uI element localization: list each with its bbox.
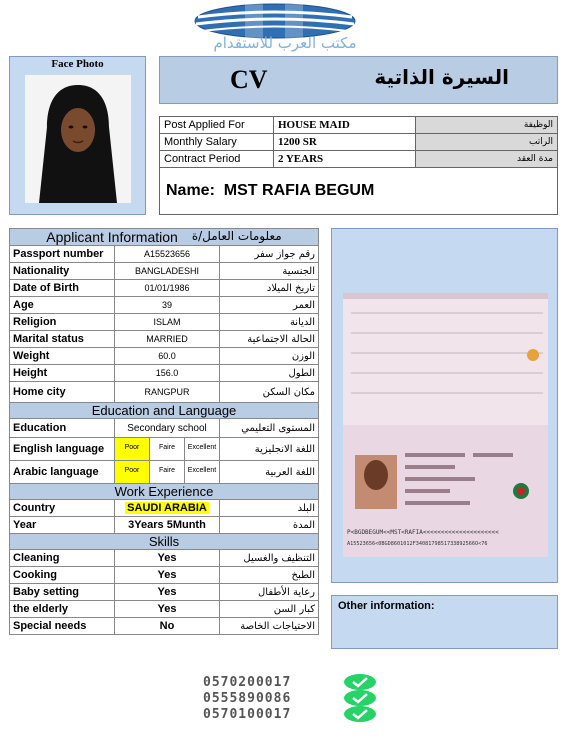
- year-value: 3Years 5Munth: [115, 517, 220, 534]
- passport-value: A15523656: [115, 246, 220, 263]
- weight-label: Weight: [10, 348, 115, 365]
- skills-section-header: Skills: [10, 534, 319, 550]
- cv-title-ar: السيرة الذاتية: [374, 65, 509, 89]
- table-row: [10, 550, 319, 567]
- logo-text: مكتب العرب للاستقدام: [213, 34, 357, 52]
- salary-value: 1200 SR: [274, 134, 416, 151]
- dob-value: 01/01/1986: [115, 280, 220, 297]
- passport-label: Passport number: [10, 246, 115, 263]
- job-row: [160, 117, 558, 134]
- education-section-header: Education and Language: [10, 403, 319, 419]
- weight-value: 60.0: [115, 348, 220, 365]
- height-label: Height: [10, 365, 115, 382]
- table-row: [10, 601, 319, 618]
- phone-row-3: [203, 707, 403, 723]
- education-label-ar: المستوى التعليمي: [220, 419, 319, 438]
- elderly-value: Yes: [115, 601, 220, 618]
- city-value: RANGPUR: [115, 382, 220, 403]
- height-value: 156.0: [115, 365, 220, 382]
- education-value: Secondary school: [115, 419, 220, 438]
- year-label: Year: [10, 517, 115, 534]
- cleaning-value: Yes: [115, 550, 220, 567]
- table-row: [10, 280, 319, 297]
- cleaning-label-ar: التنظيف والغسيل: [220, 550, 319, 567]
- arabic-levels: [115, 461, 220, 484]
- table-row: [10, 297, 319, 314]
- table-row: [10, 348, 319, 365]
- job-label-ar: الوظيفة: [416, 117, 558, 134]
- contract-label: Contract Period: [160, 151, 274, 168]
- name-value: MST RAFIA BEGUM: [223, 182, 375, 199]
- marital-label-ar: الحالة الاجتماعية: [220, 331, 319, 348]
- arabic-poor: Poor: [115, 461, 150, 483]
- phone-number-1: 0570200017: [203, 675, 292, 690]
- other-info-label: Other information:: [338, 600, 435, 612]
- country-label: Country: [10, 500, 115, 517]
- name-box: [159, 167, 558, 215]
- whatsapp-icon: [343, 705, 377, 727]
- arabic-label-ar: اللغة العربية: [220, 461, 319, 484]
- english-label: English language: [10, 438, 115, 461]
- passport-scan: [343, 293, 548, 557]
- religion-value: ISLAM: [115, 314, 220, 331]
- cooking-label: Cooking: [10, 567, 115, 584]
- special-label: Special needs: [10, 618, 115, 635]
- table-row: [10, 517, 319, 534]
- table-row: [10, 314, 319, 331]
- table-row: [10, 500, 319, 517]
- work-section-header: Work Experience: [10, 484, 319, 500]
- english-excellent: Excellent: [187, 444, 217, 451]
- table-row: [10, 584, 319, 601]
- baby-value: Yes: [115, 584, 220, 601]
- table-row: [10, 382, 319, 403]
- nationality-label: Nationality: [10, 263, 115, 280]
- name-text: [166, 182, 374, 200]
- contract-value: 2 YEARS: [274, 151, 416, 168]
- photo-label: Face Photo: [51, 58, 104, 70]
- baby-label: Baby setting: [10, 584, 115, 601]
- job-label: Post Applied For: [160, 117, 274, 134]
- table-row: [10, 461, 319, 484]
- english-faire: Faire: [150, 438, 185, 460]
- salary-row: [160, 134, 558, 151]
- cv-title-bar: [159, 56, 558, 104]
- arabic-faire: Faire: [150, 461, 185, 483]
- age-label: Age: [10, 297, 115, 314]
- contract-label-ar: مدة العقد: [416, 151, 558, 168]
- job-details-table: [159, 116, 558, 168]
- phone-number-3: 0570100017: [203, 707, 292, 722]
- age-label-ar: العمر: [220, 297, 319, 314]
- country-label-ar: البلد: [220, 500, 319, 517]
- photo-box: [9, 56, 146, 215]
- height-label-ar: الطول: [220, 365, 319, 382]
- table-row: [10, 365, 319, 382]
- salary-label-ar: الراتب: [416, 134, 558, 151]
- passport-label-ar: رقم جواز سفر: [220, 246, 319, 263]
- country-value: SAUDI ARABIA: [127, 502, 207, 514]
- elderly-label: the elderly: [10, 601, 115, 618]
- baby-label-ar: رعاية الأطفال: [220, 584, 319, 601]
- job-value: HOUSE MAID: [274, 117, 416, 134]
- table-row: [10, 618, 319, 635]
- nationality-label-ar: الجنسية: [220, 263, 319, 280]
- english-label-ar: اللغة الانجليزية: [220, 438, 319, 461]
- table-row: [10, 331, 319, 348]
- city-label: Home city: [10, 382, 115, 403]
- elderly-label-ar: كبار السن: [220, 601, 319, 618]
- marital-value: MARRIED: [115, 331, 220, 348]
- age-value: 39: [115, 297, 220, 314]
- applicant-section-header: [10, 229, 319, 246]
- applicant-table: [9, 228, 319, 635]
- passport-panel: [331, 228, 558, 583]
- applicant-title: Applicant Information: [46, 229, 178, 245]
- education-label: Education: [10, 419, 115, 438]
- religion-label-ar: الديانة: [220, 314, 319, 331]
- dob-label-ar: تاريخ الميلاد: [220, 280, 319, 297]
- english-levels: [115, 438, 220, 461]
- table-row: [10, 263, 319, 280]
- contract-row: [160, 151, 558, 168]
- arabic-excellent: Excellent: [187, 467, 217, 474]
- marital-label: Marital status: [10, 331, 115, 348]
- city-label-ar: مكان السكن: [220, 382, 319, 403]
- name-label: Name:: [166, 182, 215, 199]
- table-row: [10, 419, 319, 438]
- face-photo: [25, 75, 131, 203]
- cooking-label-ar: الطبخ: [220, 567, 319, 584]
- special-value: No: [115, 618, 220, 635]
- special-label-ar: الاحتياجات الخاصة: [220, 618, 319, 635]
- cooking-value: Yes: [115, 567, 220, 584]
- table-row: [10, 246, 319, 263]
- cv-title-en: CV: [230, 65, 268, 94]
- english-poor: Poor: [115, 438, 150, 460]
- year-label-ar: المدة: [220, 517, 319, 534]
- dob-label: Date of Birth: [10, 280, 115, 297]
- table-row: [10, 438, 319, 461]
- cleaning-label: Cleaning: [10, 550, 115, 567]
- religion-label: Religion: [10, 314, 115, 331]
- salary-label: Monthly Salary: [160, 134, 274, 151]
- table-row: [10, 567, 319, 584]
- passport-mrz-1: P<BGDBEGUM<<MST<RAFIA<<<<<<<<<<<<<<<<<<<<<: [347, 529, 499, 536]
- country-cell: [115, 500, 220, 517]
- nationality-value: BANGLADESHI: [115, 263, 220, 280]
- passport-mrz-2: A15523656<0BGD8601012F3408179851733892566O<76: [347, 541, 488, 547]
- weight-label-ar: الوزن: [220, 348, 319, 365]
- applicant-title-ar: معلومات العامل/ة: [191, 229, 282, 243]
- other-info-box: [331, 595, 558, 649]
- phone-number-2: 0555890086: [203, 691, 292, 706]
- arabic-label: Arabic language: [10, 461, 115, 484]
